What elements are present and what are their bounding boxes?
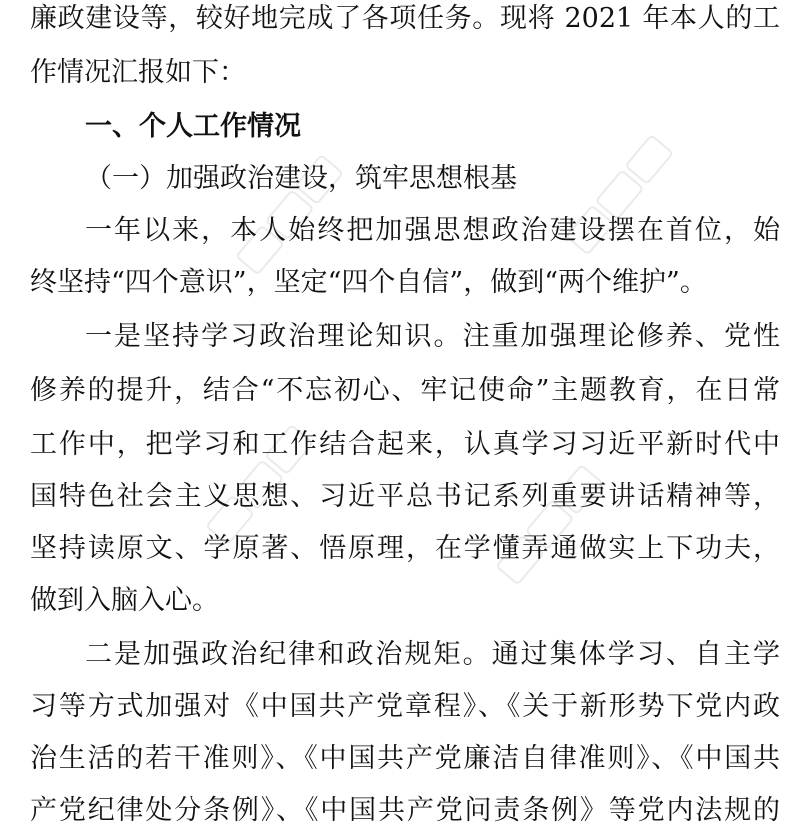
text-line: 习等方式加强对《中国共产党章程》、《关于新形势下党内政 [30,691,780,722]
text-line: 坚持读原文、学原著、悟原理，在学懂弄通做实上下功夫， [30,533,780,564]
text-line: 一是坚持学习政治理论知识。注重加强理论修养、党性 [85,321,780,352]
text-line: 作情况汇报如下： [30,57,246,88]
subsection-heading: （一）加强政治建设，筑牢思想根基 [85,163,517,194]
text-line: 国特色社会主义思想、习近平总书记系列重要讲话精神等， [30,481,780,512]
section-heading: 一、个人工作情况 [85,111,301,142]
text-line: 做到入脑入心。 [30,585,219,616]
text-line: 工作中，把学习和工作结合起来，认真学习习近平新时代中 [30,429,780,460]
text-line: 产党纪律处分条例》、《中国共产党问责条例》等党内法规的 [30,795,780,826]
text-line: 廉政建设等，较好地完成了各项任务。现将 2021 年本人的工 [30,3,780,34]
text-line: 终坚持“四个意识”，坚定“四个自信”，做到“两个维护”。 [30,267,707,298]
text-line: 一年以来，本人始终把加强思想政治建设摆在首位，始 [85,215,780,246]
text-line: 治生活的若干准则》、《中国共产党廉洁自律准则》、《中国共 [30,743,780,774]
text-line: 修养的提升，结合“不忘初心、牢记使命”主题教育，在日常 [30,375,780,406]
text-line: 二是加强政治纪律和政治规矩。通过集体学习、自主学 [85,639,780,670]
